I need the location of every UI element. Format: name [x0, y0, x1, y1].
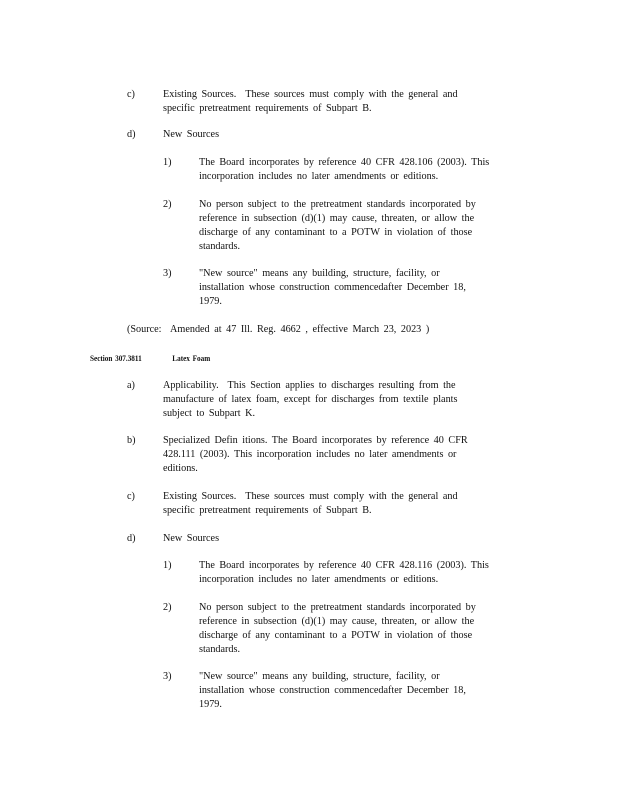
section-title: Latex Foam: [172, 354, 211, 363]
subsection-b-text: Specialized Defin itions. The Board incorporates by reference 40 CFR 428.111 (2003). This incorporation includes no later amendments or editions.: [163, 435, 468, 474]
section-number: Section 307.3811: [90, 354, 142, 363]
item-d1-label: 1): [163, 157, 172, 168]
item-d3-text: "New source" means any building, structure, facility, or installation whose construction commencedafter December 18, 1979.: [199, 268, 466, 307]
section-heading: [90, 352, 210, 366]
subsection-c2-text: Existing Sources. These sources must comply with the general and specific pretreatment requirements of Subpart B.: [163, 491, 458, 516]
item-d2-text: No person subject to the pretreatment standards incorporated by reference in subsection (d)(1) may cause, threaten, or allow the discharge of any contaminant to a POTW in violation of those standards.: [199, 199, 476, 252]
item2-d3-text: "New source" means any building, structure, facility, or installation whose construction commencedafter December 18, 1979.: [199, 671, 466, 710]
subsection-d2-label: d): [127, 533, 136, 544]
item2-d1-text: The Board incorporates by reference 40 CFR 428.116 (2003). This incorporation includes no later amendments or editions.: [199, 560, 489, 585]
subsection-d-text: New Sources: [163, 129, 220, 140]
subsection-c-label: c): [127, 89, 135, 100]
item-d3-label: 3): [163, 268, 172, 279]
subsection-d2-text: New Sources: [163, 533, 220, 544]
item2-d3-label: 3): [163, 671, 172, 682]
item2-d2-label: 2): [163, 602, 172, 613]
item-d2-label: 2): [163, 199, 172, 210]
subsection-d-label: d): [127, 129, 136, 140]
item-d1-text: The Board incorporates by reference 40 CFR 428.106 (2003). This incorporation includes no later amendments or editions.: [199, 157, 490, 182]
item2-d1-label: 1): [163, 560, 172, 571]
subsection-b-label: b): [127, 435, 136, 446]
subsection-c-text: Existing Sources. These sources must comply with the general and specific pretreatment requirements of Subpart B.: [163, 89, 458, 114]
subsection-c2-label: c): [127, 491, 135, 502]
item2-d2-text: No person subject to the pretreatment standards incorporated by reference in subsection (d)(1) may cause, threaten, or allow the discharge of any contaminant to a POTW in violation of those standards.: [199, 602, 476, 655]
source-note: (Source: Amended at 47 Ill. Reg. 4662 , effective March 23, 2023 ): [127, 324, 430, 335]
subsection-a-text: Applicability. This Section applies to discharges resulting from the manufacture of latex foam, except for discharges from textile plants subject to Subpart K.: [163, 380, 458, 419]
subsection-a-label: a): [127, 380, 135, 391]
